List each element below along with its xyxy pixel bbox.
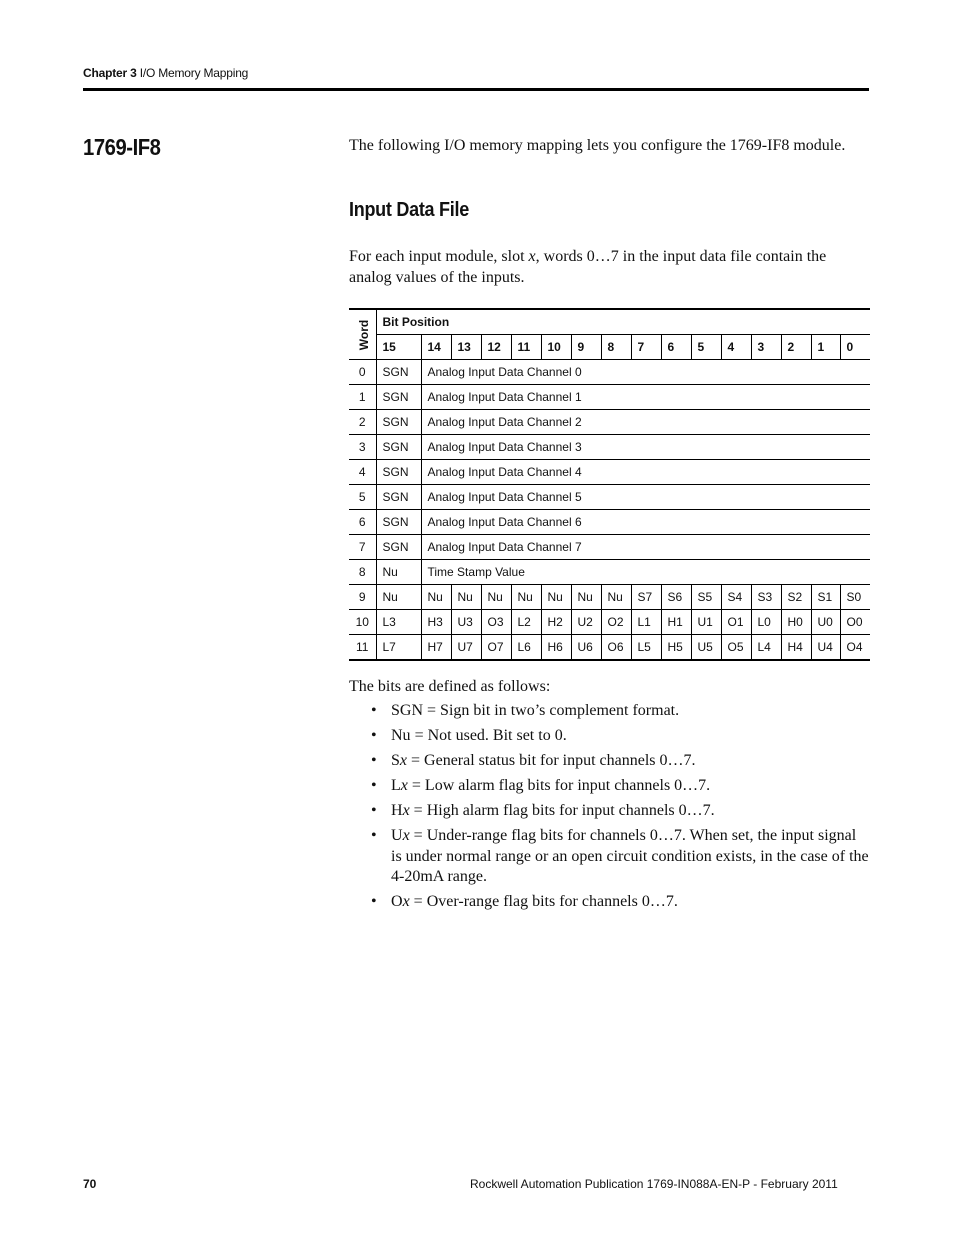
bit15-cell: Nu [376,560,421,585]
table-row [349,485,870,510]
bit-cell: L1 [631,610,661,635]
bit-cell: O3 [481,610,511,635]
definition-var: x [400,777,408,794]
definition-text: = Not used. Bit set to 0. [410,727,567,744]
definition-text: = Sign bit in two’s complement format. [423,702,680,719]
bit-cell: S4 [721,585,751,610]
paragraph-part2: , words 0…7 in the input data file contain the analog values of the inputs. [349,248,827,286]
span-cell: Analog Input Data Channel 0 [421,360,870,385]
bit-cell: U6 [571,635,601,661]
bit-header-cell: 10 [541,335,571,360]
bit-header-cell: 8 [601,335,631,360]
bit-cell: S2 [781,585,811,610]
table-row [349,360,870,385]
definition-prefix: H [391,802,403,819]
bit-cell: L7 [376,635,421,661]
bit-cell: S7 [631,585,661,610]
bit-header-cell: 4 [721,335,751,360]
definition-item [349,892,869,913]
definition-item [349,701,869,722]
table-row [349,610,870,635]
bit-header-cell: 7 [631,335,661,360]
bullet-icon: • [371,777,377,794]
definition-var: x [399,752,408,769]
definition-item [349,751,869,772]
bit-cell: O5 [721,635,751,661]
definition-item [349,726,869,747]
model-title: 1769-IF8 [83,134,161,160]
bit-cell: O0 [840,610,870,635]
definition-prefix: L [391,777,401,794]
word-column-header: Word [349,309,376,360]
bit-cell: L3 [376,610,421,635]
bit15-cell: SGN [376,460,421,485]
chapter-title: I/O Memory Mapping [139,66,249,80]
bit-cell: H5 [661,635,691,661]
definition-text: = High alarm flag bits for input channels 0…7. [409,802,715,819]
header-rule [83,88,869,91]
definition-prefix: S [391,752,400,769]
bit-cell: L2 [511,610,541,635]
word-cell: 8 [349,560,376,585]
span-cell: Analog Input Data Channel 6 [421,510,870,535]
bit-cell: Nu [451,585,481,610]
definition-text: = General status bit for input channels 0…7. [407,752,696,769]
bit-cell: S5 [691,585,721,610]
bit-header-cell: 6 [661,335,691,360]
word-cell: 4 [349,460,376,485]
table-row [349,410,870,435]
bit-cell: O2 [601,610,631,635]
bit-cell: H7 [421,635,451,661]
bit-cell: U1 [691,610,721,635]
span-cell: Time Stamp Value [421,560,870,585]
word-cell: 11 [349,635,376,661]
bullet-icon: • [371,802,377,819]
span-cell: Analog Input Data Channel 7 [421,535,870,560]
word-cell: 5 [349,485,376,510]
chapter-label: Chapter 3 [83,66,137,80]
definition-text: = Under-range flag bits for channels 0…7. When set, the input signal is under normal range or an open circuit condition exists, in the case of the 4-20mA range. [391,827,869,885]
definition-item [349,826,869,888]
bit-cell: Nu [421,585,451,610]
bit-header-cell: 5 [691,335,721,360]
bit-cell: O6 [601,635,631,661]
bit-cell: Nu [541,585,571,610]
section-title: Input Data File [349,199,469,221]
bullet-icon: • [371,752,377,769]
bit-cell: H2 [541,610,571,635]
span-cell: Analog Input Data Channel 2 [421,410,870,435]
bit-cell: U5 [691,635,721,661]
bit-cell: H0 [781,610,811,635]
definition-var: x [402,893,410,910]
bit-header-cell: 13 [451,335,481,360]
paragraph-part1: For each input module, slot [349,248,529,265]
definitions-intro: The bits are defined as follows: [349,678,551,695]
bit-cell: Nu [481,585,511,610]
bullet-icon: • [371,727,377,744]
input-data-file-table [349,308,870,661]
definition-prefix: Nu [391,727,411,744]
bit15-cell: SGN [376,385,421,410]
bit-cell: U3 [451,610,481,635]
table-row [349,535,870,560]
bit-cell: H3 [421,610,451,635]
definition-prefix: U [391,827,403,844]
bit-cell: O7 [481,635,511,661]
bit-cell: L0 [751,610,781,635]
word-cell: 9 [349,585,376,610]
bit-header-cell: 0 [840,335,870,360]
table-row [349,460,870,485]
definition-item [349,776,869,797]
definition-item [349,801,869,822]
bit-header-cell: 12 [481,335,511,360]
bullet-icon: • [371,893,377,910]
bit-header-cell: 3 [751,335,781,360]
section-paragraph [349,246,869,288]
bit-cell: U2 [571,610,601,635]
bit-cell: S0 [840,585,870,610]
bit-cell: L6 [511,635,541,661]
bit-cell: Nu [601,585,631,610]
table-body [349,360,870,661]
bit-cell: H6 [541,635,571,661]
bit-number-row [349,335,870,360]
running-header [83,66,248,80]
word-cell: 7 [349,535,376,560]
bit-header-cell: 1 [811,335,840,360]
bullet-icon: • [371,702,377,719]
page-number: 70 [83,1177,97,1191]
bit-cell: U7 [451,635,481,661]
bit-header-cell: 15 [376,335,421,360]
bit-cell: Nu [511,585,541,610]
span-cell: Analog Input Data Channel 5 [421,485,870,510]
word-cell: 10 [349,610,376,635]
table-row [349,560,870,585]
bit-cell: L5 [631,635,661,661]
bit-cell: H1 [661,610,691,635]
table-row [349,385,870,410]
word-cell: 2 [349,410,376,435]
span-cell: Analog Input Data Channel 4 [421,460,870,485]
bullet-icon: • [371,827,377,844]
bit-position-header: Bit Position [376,309,870,335]
bit15-cell: SGN [376,535,421,560]
paragraph-var: x [528,248,536,265]
bit-cell: S1 [811,585,840,610]
span-cell: Analog Input Data Channel 1 [421,385,870,410]
bit15-cell: SGN [376,485,421,510]
bit-cell: O4 [840,635,870,661]
table-row [349,585,870,610]
bit15-cell: SGN [376,435,421,460]
bit-cell: H4 [781,635,811,661]
definition-text: = Over-range flag bits for channels 0…7. [409,893,678,910]
bit-cell: U4 [811,635,840,661]
definition-prefix: O [391,893,403,910]
definition-var: x [402,802,410,819]
bit-cell: Nu [376,585,421,610]
bit-cell: U0 [811,610,840,635]
definition-text: = Low alarm flag bits for input channels 0…7. [407,777,711,794]
bit-header-cell: 2 [781,335,811,360]
table-row [349,435,870,460]
intro-text: The following I/O memory mapping lets you configure the 1769-IF8 module. [349,137,846,154]
bit-cell: Nu [571,585,601,610]
span-cell: Analog Input Data Channel 3 [421,435,870,460]
bit15-cell: SGN [376,410,421,435]
table-row [349,510,870,535]
definition-prefix: SGN [391,702,424,719]
bit-header-cell: 11 [511,335,541,360]
bit-header-cell: 9 [571,335,601,360]
table-row [349,635,870,661]
bit-cell: S3 [751,585,781,610]
bit-cell: O1 [721,610,751,635]
definition-var: x [402,827,410,844]
bit15-cell: SGN [376,360,421,385]
word-cell: 0 [349,360,376,385]
bit15-cell: SGN [376,510,421,535]
word-cell: 1 [349,385,376,410]
bit-cell: L4 [751,635,781,661]
footer-publication: Rockwell Automation Publication 1769-IN088A-EN-P - February 2011 [470,1177,838,1191]
word-cell: 6 [349,510,376,535]
bit-header-cell: 14 [421,335,451,360]
definitions-list [349,701,869,917]
bit-cell: S6 [661,585,691,610]
word-cell: 3 [349,435,376,460]
